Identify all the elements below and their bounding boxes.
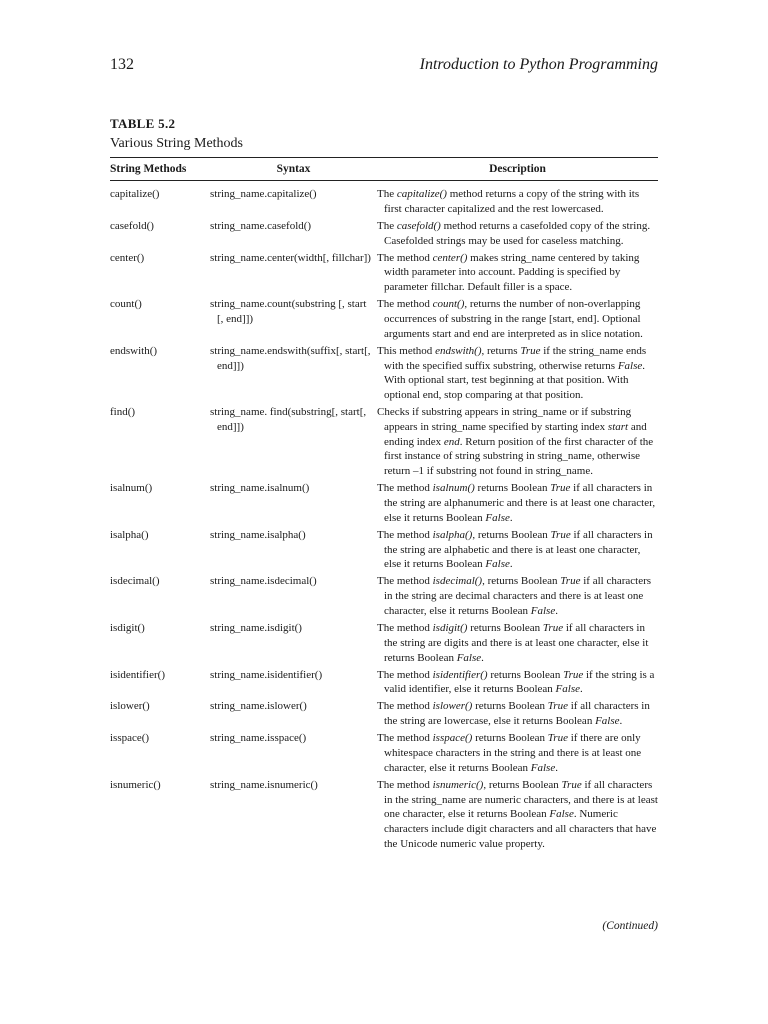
description-segment: if there are only whitespace characters in the string and there is at least one character, else it returns Boolean [384, 732, 642, 774]
description-segment: if all characters in the string are alphabetic and there is at least one character, else it returns Boolean [384, 528, 653, 571]
column-header-syntax: Syntax [210, 158, 377, 181]
description-segment: , returns the number of non-overlapping occurrences of substring in the range [start, end]. Optional arguments start and end are interpreted as in slice notation. [384, 298, 643, 340]
syntax-text: string_name.isspace() [210, 732, 307, 745]
description-segment: Checks if substring appears in string_name or if substring appears in string_name specified by starting index [377, 406, 632, 433]
description-emphasis: False [456, 651, 482, 664]
syntax-cell [210, 621, 377, 668]
description-segment: . [555, 605, 558, 618]
syntax-cell [210, 405, 377, 481]
description-segment: if the string_name ends with the specified suffix substring, otherwise returns [384, 344, 647, 372]
syntax-cell [210, 181, 377, 219]
method-name-cell: count() [110, 298, 142, 311]
description-cell [377, 405, 658, 481]
description-segment: method returns a casefolded copy of the string. Casefolded strings may be used for caseless matching. [384, 219, 651, 247]
description-emphasis: False [595, 715, 620, 728]
syntax-cell [210, 219, 377, 251]
description-emphasis: isdigit() [432, 622, 468, 634]
description-emphasis: True [550, 528, 571, 541]
description-segment: The method [377, 251, 433, 264]
syntax-text: string_name.isalpha() [210, 528, 306, 541]
method-name-cell: endswith() [110, 344, 158, 357]
description-segment: returns Boolean [467, 622, 543, 634]
description-emphasis: end [443, 435, 460, 448]
description-segment: The method [377, 575, 433, 588]
description-emphasis: isdecimal() [432, 575, 483, 588]
description-segment: . [619, 715, 623, 728]
description-emphasis: True [542, 622, 564, 634]
description-segment: The method [377, 668, 433, 681]
method-name-cell: islower() [110, 700, 150, 713]
description-emphasis: True [563, 668, 584, 681]
description-segment: . Numeric characters include digit characters and all characters that have the Unicode numeric value property. [384, 808, 657, 850]
description-emphasis: True [550, 482, 571, 495]
description-segment: The [377, 188, 397, 200]
description-segment: The method [377, 700, 433, 713]
description-segment: , returns Boolean [482, 575, 561, 588]
method-name-cell: isnumeric() [110, 778, 161, 791]
description-segment: if the string is a valid identifier, else it returns Boolean [384, 668, 655, 696]
method-name-cell: center() [110, 251, 145, 264]
description-cell [377, 574, 658, 621]
description-emphasis: False [485, 511, 510, 524]
description-emphasis: True [547, 732, 568, 745]
description-cell [377, 181, 658, 219]
description-segment: if all characters in the string are lowercase, else it returns Boolean [384, 700, 650, 728]
description-emphasis: isalpha() [432, 528, 473, 541]
description-emphasis: isidentifier() [432, 668, 488, 681]
description-segment: returns Boolean [487, 668, 564, 681]
description-cell [377, 344, 658, 405]
table-row [110, 219, 658, 251]
table-header [110, 158, 658, 181]
description-emphasis: capitalize() [396, 188, 447, 200]
description-segment: , returns Boolean [483, 778, 562, 791]
description-text [377, 219, 658, 249]
description-segment: . [580, 683, 583, 696]
description-text [377, 187, 658, 217]
description-text [377, 621, 658, 665]
description-text [377, 528, 658, 572]
description-segment: returns Boolean [472, 700, 548, 713]
description-emphasis: count() [432, 298, 465, 311]
description-segment: returns Boolean [472, 732, 548, 745]
description-text [377, 251, 658, 295]
description-segment: . With optional start, test beginning at that position. With optional end, stop comparing at that position. [384, 359, 646, 402]
syntax-cell [210, 668, 377, 700]
table-row [110, 574, 658, 621]
description-cell [377, 481, 658, 528]
description-emphasis: False [617, 359, 643, 372]
column-header-methods: String Methods [110, 158, 210, 181]
description-cell [377, 251, 658, 298]
description-emphasis: False [555, 683, 580, 696]
syntax-cell [210, 778, 377, 854]
description-emphasis: True [547, 700, 568, 713]
description-segment: , returns [481, 344, 521, 357]
description-cell [377, 699, 658, 731]
book-title: Introduction to Python Programming [419, 56, 658, 73]
description-emphasis: isspace() [432, 732, 473, 745]
table-row [110, 528, 658, 575]
table-caption: Various String Methods [110, 136, 243, 151]
syntax-text: string_name.endswith(suffix[, start[, end]]) [210, 344, 371, 372]
table-row [110, 405, 658, 481]
syntax-cell [210, 481, 377, 528]
table-row [110, 621, 658, 668]
table-label: TABLE 5.2 [110, 116, 176, 131]
table-row [110, 251, 658, 298]
table-row [110, 778, 658, 854]
description-emphasis: endswith() [435, 344, 482, 357]
table-row [110, 731, 658, 778]
description-emphasis: center() [432, 251, 468, 264]
description-segment: This method [377, 344, 436, 357]
method-name-cell: isdigit() [110, 622, 145, 634]
table-row [110, 481, 658, 528]
method-name-cell: isalnum() [110, 482, 153, 495]
description-emphasis: False [485, 558, 510, 571]
description-emphasis: isalnum() [432, 482, 475, 495]
description-emphasis: True [561, 778, 582, 791]
description-segment: returns Boolean [474, 482, 551, 495]
syntax-text: string_name.isalnum() [210, 482, 310, 495]
table-row [110, 699, 658, 731]
method-name-cell: isspace() [110, 732, 150, 745]
syntax-cell [210, 297, 377, 344]
description-emphasis: casefold() [396, 219, 441, 232]
description-cell [377, 297, 658, 344]
description-emphasis: False [530, 605, 556, 618]
description-cell [377, 668, 658, 700]
description-segment: The method [377, 778, 433, 791]
description-text [377, 731, 658, 775]
description-segment: method returns a copy of the string with its first character capitalized and the rest lowercased. [384, 188, 640, 215]
description-text [377, 668, 658, 698]
description-segment: , returns Boolean [472, 528, 551, 541]
description-text [377, 344, 658, 403]
description-segment: and ending index [384, 420, 647, 448]
description-cell [377, 219, 658, 251]
syntax-text: string_name. find(substring[, start[, end]]) [210, 406, 367, 433]
syntax-cell [210, 344, 377, 405]
description-segment: The method [377, 528, 433, 541]
syntax-cell [210, 574, 377, 621]
syntax-text: string_name.isdecimal() [210, 575, 317, 588]
description-segment: . [509, 511, 513, 524]
method-name-cell: casefold() [110, 219, 154, 232]
table-row [110, 344, 658, 405]
description-text [377, 405, 658, 479]
description-emphasis: islower() [432, 700, 473, 713]
syntax-text: string_name.capitalize() [210, 188, 317, 200]
method-name-cell: capitalize() [110, 188, 160, 200]
table-row [110, 297, 658, 344]
table-row [110, 181, 658, 219]
description-segment: The method [377, 482, 433, 495]
description-cell [377, 731, 658, 778]
description-segment: . [555, 761, 558, 774]
method-name-cell: isdecimal() [110, 575, 160, 588]
description-segment: . [509, 558, 513, 571]
description-segment: The method [377, 298, 433, 311]
description-segment: The method [377, 622, 433, 634]
running-head [110, 56, 658, 74]
syntax-text: string_name.center(width[, fillchar]) [210, 251, 371, 264]
description-text [377, 778, 658, 852]
syntax-text: string_name.isidentifier() [210, 668, 323, 681]
description-text [377, 699, 658, 729]
table-row [110, 668, 658, 700]
description-segment: The [377, 219, 397, 232]
description-segment: . Return position of the first character of the first instance of string substring in string_name, otherwise return –1 if substring not found in string_name. [384, 435, 654, 478]
description-emphasis: False [530, 761, 556, 774]
description-text [377, 574, 658, 618]
description-text [377, 297, 658, 341]
page-number: 132 [110, 56, 134, 73]
syntax-cell [210, 528, 377, 575]
description-segment: if all characters in the string are digits and there is at least one character, else it returns Boolean [384, 622, 649, 664]
syntax-text: string_name.count(substring [, start [, end]]) [210, 298, 367, 325]
description-segment: . [481, 651, 484, 664]
description-cell [377, 621, 658, 668]
table-body [110, 181, 658, 854]
description-segment: if all characters in the string are alphanumeric and there is at least one character, else it returns Boolean [384, 482, 656, 524]
syntax-cell [210, 251, 377, 298]
syntax-cell [210, 731, 377, 778]
description-cell [377, 778, 658, 854]
method-name-cell: find() [110, 406, 136, 419]
continued-note: (Continued) [602, 920, 658, 932]
description-segment: The method [377, 732, 433, 745]
method-name-cell: isidentifier() [110, 668, 165, 681]
description-segment: if all characters in the string are decimal characters and there is at least one character, else it returns Boolean [384, 575, 652, 618]
description-cell [377, 528, 658, 575]
syntax-text: string_name.islower() [210, 700, 307, 713]
method-name-cell: isalpha() [110, 528, 149, 541]
description-emphasis: isnumeric() [432, 778, 484, 791]
column-header-description: Description [377, 158, 658, 181]
syntax-text: string_name.isdigit() [210, 622, 302, 634]
description-emphasis: False [549, 808, 574, 821]
description-emphasis: start [607, 420, 629, 433]
description-text [377, 481, 658, 525]
description-segment: makes string_name centered by taking width parameter into account. Padding is specified by parameter fillchar. Default filler is a space. [384, 251, 640, 294]
description-emphasis: True [560, 575, 581, 588]
description-segment: if all characters in the string_name are numeric characters, and there is at least one character, else it returns Boolean [384, 778, 658, 821]
syntax-text: string_name.casefold() [210, 219, 312, 232]
string-methods-table [110, 157, 658, 854]
description-emphasis: True [520, 344, 541, 357]
syntax-text: string_name.isnumeric() [210, 778, 318, 791]
syntax-cell [210, 699, 377, 731]
